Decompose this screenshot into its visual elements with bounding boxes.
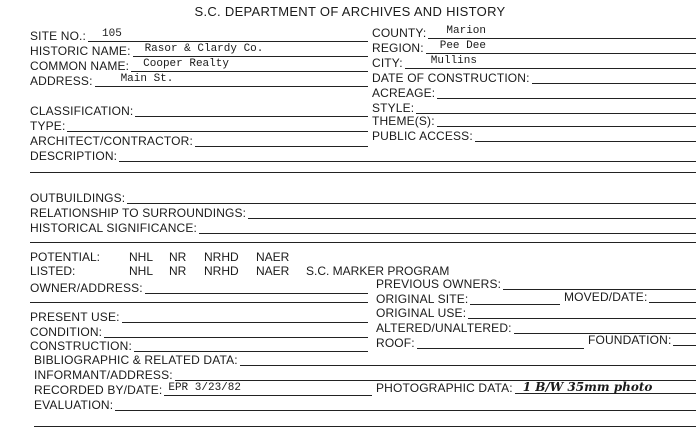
common-name-value: Cooper Realty xyxy=(143,58,229,70)
informant-field[interactable] xyxy=(34,367,696,381)
potential-nhl[interactable]: NHL xyxy=(129,250,154,264)
region-value: Pee Dee xyxy=(439,40,486,52)
original-site-label: ORIGINAL SITE: xyxy=(376,292,469,306)
classification-field[interactable] xyxy=(30,103,368,117)
form-title: S.C. DEPARTMENT OF ARCHIVES AND HISTORY xyxy=(194,4,506,19)
moved-date-field[interactable] xyxy=(564,289,696,303)
address-value: Main St. xyxy=(120,73,174,85)
condition-label: CONDITION: xyxy=(30,325,103,339)
moved-date-label: MOVED/DATE: xyxy=(564,290,648,304)
listed-naer[interactable]: NAER xyxy=(256,264,290,278)
address-field[interactable] xyxy=(30,73,368,87)
relationship-label: RELATIONSHIP TO SURROUNDINGS: xyxy=(30,206,247,220)
listed-nhl[interactable]: NHL xyxy=(129,264,154,278)
bibliographic-field[interactable] xyxy=(34,352,696,366)
style-label: STYLE: xyxy=(372,101,415,115)
roof-label: ROOF: xyxy=(376,336,415,350)
evaluation-line-2 xyxy=(34,426,696,427)
outbuildings-label: OUTBUILDINGS: xyxy=(30,191,126,205)
city-field[interactable] xyxy=(372,55,696,69)
sc-marker-program[interactable]: S.C. MARKER PROGRAM xyxy=(306,264,450,278)
potential-nr[interactable]: NR xyxy=(169,250,187,264)
outbuildings-field[interactable] xyxy=(30,190,696,204)
themes-field[interactable] xyxy=(372,113,696,127)
owner-address-field[interactable] xyxy=(30,280,368,294)
condition-field[interactable] xyxy=(30,324,368,338)
evaluation-label: EVALUATION: xyxy=(34,398,114,412)
owner-address-label: OWNER/ADDRESS: xyxy=(30,281,143,295)
public-access-label: PUBLIC ACCESS: xyxy=(372,129,473,143)
classification-label: CLASSIFICATION: xyxy=(30,104,134,118)
potential-label: POTENTIAL: xyxy=(30,250,101,264)
potential-naer[interactable]: NAER xyxy=(256,250,290,264)
foundation-field[interactable] xyxy=(588,332,696,346)
historical-significance-field[interactable] xyxy=(30,220,696,234)
county-field[interactable] xyxy=(372,25,696,39)
public-access-field[interactable] xyxy=(372,128,696,142)
region-label: REGION: xyxy=(372,41,424,55)
historic-name-label: HISTORIC NAME: xyxy=(30,44,131,58)
county-label: COUNTY: xyxy=(372,26,427,40)
previous-owners-label: PREVIOUS OWNERS: xyxy=(376,277,502,291)
photographic-data-field[interactable] xyxy=(376,380,696,394)
informant-label: INFORMANT/ADDRESS: xyxy=(34,368,173,382)
architect-field[interactable] xyxy=(30,133,368,147)
evaluation-field[interactable] xyxy=(34,397,696,411)
common-name-label: COMMON NAME: xyxy=(30,59,130,73)
site-no-value: 105 xyxy=(102,28,122,40)
photographic-data-label: PHOTOGRAPHIC DATA: xyxy=(376,381,513,395)
significance-line-2 xyxy=(30,242,696,243)
description-label: DESCRIPTION: xyxy=(30,149,118,163)
type-field[interactable] xyxy=(30,118,368,132)
description-field[interactable] xyxy=(30,148,696,162)
roof-field[interactable] xyxy=(376,335,584,349)
bibliographic-label: BIBLIOGRAPHIC & RELATED DATA: xyxy=(34,353,238,367)
date-of-construction-field[interactable] xyxy=(372,70,696,84)
themes-label: THEME(S): xyxy=(372,114,435,128)
construction-label: CONSTRUCTION: xyxy=(30,339,132,353)
county-value: Marion xyxy=(446,25,486,37)
acreage-label: ACREAGE: xyxy=(372,86,436,100)
region-field[interactable] xyxy=(372,40,696,54)
style-field[interactable] xyxy=(372,100,696,114)
address-label: ADDRESS: xyxy=(30,74,93,88)
original-use-label: ORIGINAL USE: xyxy=(376,306,467,320)
owner-line-2 xyxy=(30,302,368,303)
recorded-by-value: EPR 3/23/82 xyxy=(168,382,241,394)
architect-label: ARCHITECT/CONTRACTOR: xyxy=(30,134,193,148)
original-site-field[interactable] xyxy=(376,291,560,305)
photographic-data-value: 1 B/W 35mm photo xyxy=(522,380,653,394)
description-line-2 xyxy=(30,172,696,173)
potential-nrhd[interactable]: NRHD xyxy=(204,250,239,264)
recorded-by-label: RECORDED BY/DATE: xyxy=(34,383,163,397)
historic-name-value: Rasor & Clardy Co. xyxy=(144,43,264,55)
city-label: CITY: xyxy=(372,56,403,70)
site-no-label: SITE NO.: xyxy=(30,29,87,43)
listed-nr[interactable]: NR xyxy=(169,264,187,278)
acreage-field[interactable] xyxy=(372,85,696,99)
construction-field[interactable] xyxy=(30,338,368,352)
relationship-field[interactable] xyxy=(30,205,696,219)
listed-nrhd[interactable]: NRHD xyxy=(204,264,239,278)
previous-owners-field[interactable] xyxy=(376,276,696,290)
listed-label: LISTED: xyxy=(30,264,76,278)
historical-significance-label: HISTORICAL SIGNIFICANCE: xyxy=(30,221,197,235)
city-value: Mullins xyxy=(430,55,477,67)
original-use-field[interactable] xyxy=(376,305,696,319)
type-label: TYPE: xyxy=(30,119,66,133)
date-of-construction-label: DATE OF CONSTRUCTION: xyxy=(372,71,530,85)
present-use-field[interactable] xyxy=(30,309,368,323)
recorded-by-field[interactable] xyxy=(34,382,372,396)
site-no-field[interactable] xyxy=(30,28,368,42)
potential-row xyxy=(30,251,450,263)
foundation-label: FOUNDATION: xyxy=(588,333,672,347)
present-use-label: PRESENT USE: xyxy=(30,310,120,324)
historic-name-field[interactable] xyxy=(30,43,368,57)
altered-label: ALTERED/UNALTERED: xyxy=(376,321,512,335)
common-name-field[interactable] xyxy=(30,58,368,72)
